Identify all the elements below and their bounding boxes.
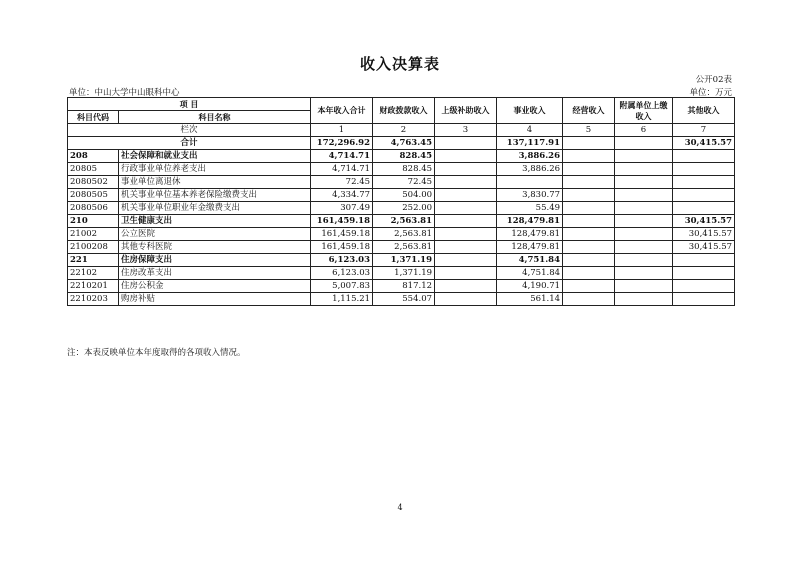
table-row: [68, 280, 735, 293]
amount-cell: [615, 176, 673, 189]
total-cell: 4,763.45: [373, 137, 435, 150]
amount-cell: [673, 202, 735, 215]
amount-cell: [435, 202, 497, 215]
amount-cell: 55.49: [497, 202, 563, 215]
code-header: 科目代码: [68, 111, 119, 124]
page-title: 收入决算表: [359, 55, 440, 73]
amount-cell: [563, 215, 615, 228]
amount-cell: [673, 176, 735, 189]
amount-cell: [673, 150, 735, 163]
amount-cell: 2,563.81: [373, 228, 435, 241]
amount-cell: 252.00: [373, 202, 435, 215]
subject-code: 208: [68, 150, 119, 163]
amount-cell: 561.14: [497, 293, 563, 306]
amount-cell: [563, 176, 615, 189]
column-index: 6: [615, 124, 673, 137]
amount-cell: 161,459.18: [311, 228, 373, 241]
column-index: 5: [563, 124, 615, 137]
amount-cell: [673, 189, 735, 202]
col-header-1: 本年收入合计: [311, 98, 373, 124]
amount-cell: [435, 267, 497, 280]
total-cell: [435, 137, 497, 150]
amount-cell: [615, 189, 673, 202]
amount-cell: 554.07: [373, 293, 435, 306]
amount-cell: [497, 176, 563, 189]
unit-currency: 单位：万元: [689, 88, 732, 98]
total-cell: [563, 137, 615, 150]
page-number: 4: [397, 503, 403, 512]
table-row: [68, 228, 735, 241]
col-header-6: 附属单位上缴收入: [615, 98, 673, 124]
amount-cell: 30,415.57: [673, 241, 735, 254]
amount-cell: [673, 280, 735, 293]
amount-cell: [563, 241, 615, 254]
amount-cell: 307.49: [311, 202, 373, 215]
form-number: 公开02表: [695, 75, 732, 85]
table-row: [68, 293, 735, 306]
amount-cell: 161,459.18: [311, 241, 373, 254]
total-label: 合计: [68, 137, 311, 150]
amount-cell: 1,371.19: [373, 254, 435, 267]
amount-cell: [435, 163, 497, 176]
column-index-label: 栏次: [68, 124, 311, 137]
total-cell: 137,117.91: [497, 137, 563, 150]
subject-name: 住房保障支出: [119, 254, 311, 267]
total-row: [68, 137, 735, 150]
column-index-row: [68, 124, 735, 137]
amount-cell: [563, 163, 615, 176]
table-row: [68, 163, 735, 176]
col-header-5: 经营收入: [563, 98, 615, 124]
subject-name: 机关事业单位基本养老保险缴费支出: [119, 189, 311, 202]
table-row: [68, 254, 735, 267]
table-row: [68, 189, 735, 202]
col-header-4: 事业收入: [497, 98, 563, 124]
table-row: [68, 202, 735, 215]
amount-cell: [615, 280, 673, 293]
amount-cell: [673, 267, 735, 280]
amount-cell: [435, 254, 497, 267]
table-row: [68, 215, 735, 228]
amount-cell: [615, 241, 673, 254]
amount-cell: [563, 267, 615, 280]
amount-cell: 4,751.84: [497, 267, 563, 280]
subject-name: 社会保障和就业支出: [119, 150, 311, 163]
subject-name: 公立医院: [119, 228, 311, 241]
amount-cell: 4,751.84: [497, 254, 563, 267]
amount-cell: [673, 293, 735, 306]
subject-name: 事业单位离退休: [119, 176, 311, 189]
subject-code: 2210203: [68, 293, 119, 306]
table-row: [68, 176, 735, 189]
amount-cell: 6,123.03: [311, 254, 373, 267]
column-index: 7: [673, 124, 735, 137]
amount-cell: 161,459.18: [311, 215, 373, 228]
amount-cell: [435, 228, 497, 241]
amount-cell: [435, 189, 497, 202]
amount-cell: 4,714.71: [311, 150, 373, 163]
column-index: 1: [311, 124, 373, 137]
amount-cell: [673, 254, 735, 267]
amount-cell: 504.00: [373, 189, 435, 202]
amount-cell: 1,371.19: [373, 267, 435, 280]
amount-cell: [615, 228, 673, 241]
amount-cell: 128,479.81: [497, 228, 563, 241]
amount-cell: [563, 202, 615, 215]
table-note: 注：本表反映单位本年度取得的各项收入情况。: [67, 348, 246, 358]
subject-code: 20805: [68, 163, 119, 176]
amount-cell: 4,190.71: [497, 280, 563, 293]
subject-name: 住房改革支出: [119, 267, 311, 280]
subject-code: 2210201: [68, 280, 119, 293]
total-cell: 30,415.57: [673, 137, 735, 150]
amount-cell: 817.12: [373, 280, 435, 293]
amount-cell: [563, 280, 615, 293]
amount-cell: [615, 215, 673, 228]
subject-name: 行政事业单位养老支出: [119, 163, 311, 176]
amount-cell: [435, 280, 497, 293]
subject-name: 卫生健康支出: [119, 215, 311, 228]
amount-cell: 6,123.03: [311, 267, 373, 280]
income-table: [67, 97, 735, 306]
amount-cell: 128,479.81: [497, 241, 563, 254]
column-index: 2: [373, 124, 435, 137]
amount-cell: 1,115.21: [311, 293, 373, 306]
amount-cell: 3,886.26: [497, 163, 563, 176]
amount-cell: 3,886.26: [497, 150, 563, 163]
project-header: 项 目: [68, 98, 311, 111]
total-cell: 172,296.92: [311, 137, 373, 150]
amount-cell: [615, 150, 673, 163]
subject-name: 机关事业单位职业年金缴费支出: [119, 202, 311, 215]
column-index: 4: [497, 124, 563, 137]
amount-cell: 2,563.81: [373, 241, 435, 254]
subject-code: 2100208: [68, 241, 119, 254]
amount-cell: 3,830.77: [497, 189, 563, 202]
column-index: 3: [435, 124, 497, 137]
subject-name: 其他专科医院: [119, 241, 311, 254]
amount-cell: [615, 254, 673, 267]
amount-cell: 30,415.57: [673, 215, 735, 228]
col-header-3: 上级补助收入: [435, 98, 497, 124]
amount-cell: [435, 176, 497, 189]
amount-cell: [563, 254, 615, 267]
total-cell: [615, 137, 673, 150]
amount-cell: 828.45: [373, 163, 435, 176]
col-header-2: 财政拨款收入: [373, 98, 435, 124]
amount-cell: 5,007.83: [311, 280, 373, 293]
subject-code: 22102: [68, 267, 119, 280]
amount-cell: [435, 293, 497, 306]
amount-cell: 828.45: [373, 150, 435, 163]
amount-cell: [615, 163, 673, 176]
table-row: [68, 150, 735, 163]
amount-cell: 4,334.77: [311, 189, 373, 202]
amount-cell: [435, 215, 497, 228]
name-header: 科目名称: [119, 111, 311, 124]
amount-cell: [615, 267, 673, 280]
subject-code: 221: [68, 254, 119, 267]
amount-cell: 2,563.81: [373, 215, 435, 228]
subject-code: 2080505: [68, 189, 119, 202]
amount-cell: [615, 293, 673, 306]
amount-cell: [615, 202, 673, 215]
subject-name: 购房补贴: [119, 293, 311, 306]
amount-cell: [435, 150, 497, 163]
amount-cell: 128,479.81: [497, 215, 563, 228]
amount-cell: 72.45: [311, 176, 373, 189]
subject-code: 2080506: [68, 202, 119, 215]
table-row: [68, 241, 735, 254]
table-row: [68, 267, 735, 280]
amount-cell: [563, 189, 615, 202]
amount-cell: [563, 228, 615, 241]
subject-code: 2080502: [68, 176, 119, 189]
amount-cell: [673, 163, 735, 176]
amount-cell: 72.45: [373, 176, 435, 189]
unit-name: 单位：中山大学中山眼科中心: [69, 88, 180, 98]
amount-cell: [563, 293, 615, 306]
amount-cell: 4,714.71: [311, 163, 373, 176]
subject-code: 210: [68, 215, 119, 228]
subject-code: 21002: [68, 228, 119, 241]
amount-cell: 30,415.57: [673, 228, 735, 241]
subject-name: 住房公积金: [119, 280, 311, 293]
amount-cell: [563, 150, 615, 163]
col-header-7: 其他收入: [673, 98, 735, 124]
amount-cell: [435, 241, 497, 254]
